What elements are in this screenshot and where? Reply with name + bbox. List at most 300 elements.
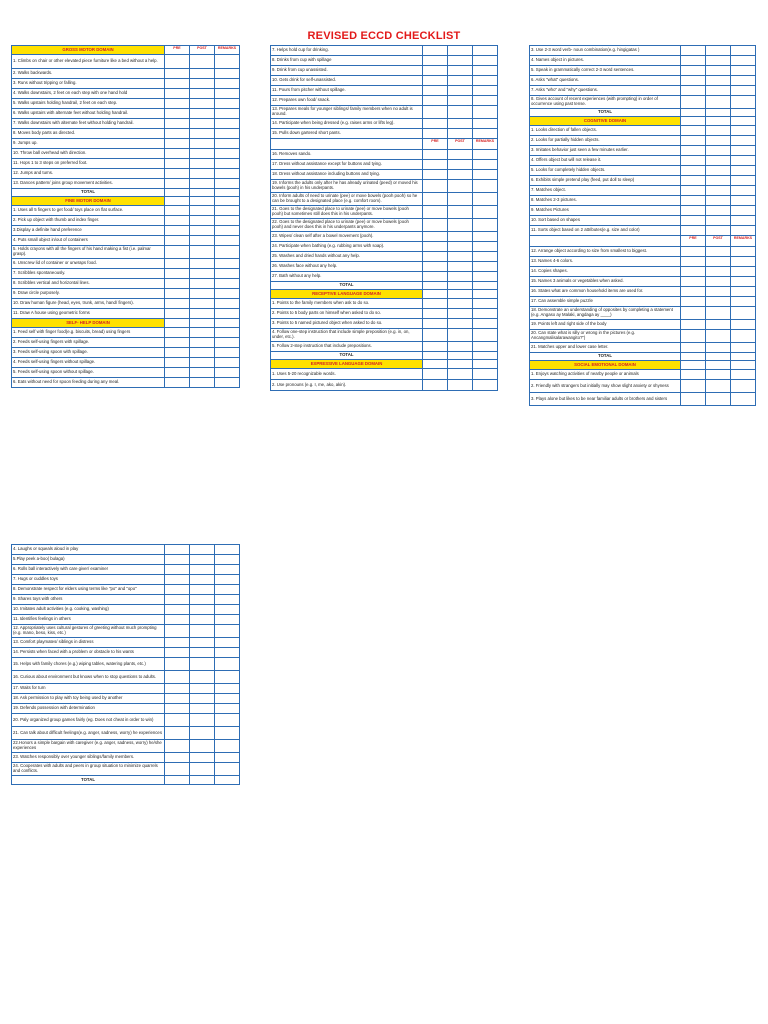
post-cell[interactable] <box>190 585 215 595</box>
pre-cell[interactable] <box>681 166 706 176</box>
remarks-cell[interactable] <box>473 272 498 282</box>
pre-cell[interactable] <box>681 56 706 66</box>
post-cell[interactable] <box>190 179 215 189</box>
post-cell[interactable] <box>448 129 473 139</box>
pre-cell[interactable] <box>165 615 190 625</box>
remarks-cell[interactable] <box>215 714 240 727</box>
pre-cell[interactable] <box>423 369 448 380</box>
post-cell[interactable] <box>448 106 473 119</box>
remarks-cell[interactable] <box>473 369 498 380</box>
remarks-cell[interactable] <box>215 289 240 299</box>
post-cell[interactable] <box>190 671 215 684</box>
pre-cell[interactable] <box>681 66 706 76</box>
post-cell[interactable] <box>448 380 473 391</box>
post-cell[interactable] <box>448 219 473 232</box>
post-cell[interactable] <box>448 56 473 66</box>
remarks-cell[interactable] <box>215 368 240 378</box>
remarks-cell[interactable] <box>473 206 498 219</box>
remarks-cell[interactable] <box>473 86 498 96</box>
pre-cell[interactable] <box>423 206 448 219</box>
remarks-cell[interactable] <box>731 176 756 186</box>
remarks-cell[interactable] <box>473 329 498 342</box>
post-cell[interactable] <box>190 753 215 763</box>
remarks-cell[interactable] <box>473 193 498 206</box>
remarks-cell[interactable] <box>473 380 498 391</box>
total-cell[interactable] <box>190 776 215 785</box>
post-cell[interactable] <box>190 714 215 727</box>
pre-cell[interactable] <box>423 319 448 329</box>
pre-cell[interactable] <box>423 272 448 282</box>
post-cell[interactable] <box>706 343 731 353</box>
pre-cell[interactable] <box>165 694 190 704</box>
remarks-cell[interactable] <box>731 297 756 307</box>
pre-cell[interactable] <box>165 740 190 753</box>
pre-cell[interactable] <box>165 79 190 89</box>
pre-cell[interactable] <box>165 179 190 189</box>
pre-cell[interactable] <box>681 136 706 146</box>
pre-cell[interactable] <box>165 595 190 605</box>
total-cell[interactable] <box>165 189 190 197</box>
total-cell[interactable] <box>215 776 240 785</box>
total-cell[interactable] <box>473 282 498 290</box>
pre-cell[interactable] <box>423 170 448 180</box>
post-cell[interactable] <box>706 96 731 109</box>
pre-cell[interactable] <box>681 206 706 216</box>
pre-cell[interactable] <box>681 393 706 406</box>
pre-cell[interactable] <box>423 46 448 56</box>
remarks-cell[interactable] <box>731 86 756 96</box>
total-cell[interactable] <box>448 352 473 360</box>
post-cell[interactable] <box>448 160 473 170</box>
remarks-cell[interactable] <box>473 309 498 319</box>
remarks-cell[interactable] <box>215 378 240 388</box>
remarks-cell[interactable] <box>731 277 756 287</box>
remarks-cell[interactable] <box>215 269 240 279</box>
pre-cell[interactable] <box>423 96 448 106</box>
remarks-cell[interactable] <box>731 267 756 277</box>
post-cell[interactable] <box>448 299 473 309</box>
post-cell[interactable] <box>190 555 215 565</box>
remarks-cell[interactable] <box>473 219 498 232</box>
post-cell[interactable] <box>190 139 215 149</box>
pre-cell[interactable] <box>681 216 706 226</box>
remarks-cell[interactable] <box>215 595 240 605</box>
pre-cell[interactable] <box>423 150 448 160</box>
post-cell[interactable] <box>190 226 215 236</box>
pre-cell[interactable] <box>165 69 190 79</box>
pre-cell[interactable] <box>423 252 448 262</box>
remarks-cell[interactable] <box>215 236 240 246</box>
remarks-cell[interactable] <box>215 763 240 776</box>
pre-cell[interactable] <box>165 704 190 714</box>
post-cell[interactable] <box>190 704 215 714</box>
remarks-cell[interactable] <box>731 126 756 136</box>
post-cell[interactable] <box>190 378 215 388</box>
post-cell[interactable] <box>706 146 731 156</box>
remarks-cell[interactable] <box>215 299 240 309</box>
post-cell[interactable] <box>448 86 473 96</box>
pre-cell[interactable] <box>165 99 190 109</box>
post-cell[interactable] <box>706 156 731 166</box>
post-cell[interactable] <box>190 79 215 89</box>
remarks-cell[interactable] <box>473 319 498 329</box>
remarks-cell[interactable] <box>215 129 240 139</box>
post-cell[interactable] <box>190 684 215 694</box>
remarks-cell[interactable] <box>215 658 240 671</box>
total-cell[interactable] <box>215 189 240 197</box>
total-cell[interactable] <box>473 352 498 360</box>
post-cell[interactable] <box>448 329 473 342</box>
remarks-cell[interactable] <box>215 740 240 753</box>
pre-cell[interactable] <box>165 555 190 565</box>
post-cell[interactable] <box>706 176 731 186</box>
total-cell[interactable] <box>731 109 756 117</box>
post-cell[interactable] <box>448 309 473 319</box>
remarks-cell[interactable] <box>215 555 240 565</box>
post-cell[interactable] <box>448 252 473 262</box>
pre-cell[interactable] <box>165 565 190 575</box>
post-cell[interactable] <box>706 287 731 297</box>
remarks-cell[interactable] <box>215 704 240 714</box>
pre-cell[interactable] <box>423 380 448 391</box>
remarks-cell[interactable] <box>731 320 756 330</box>
pre-cell[interactable] <box>423 106 448 119</box>
remarks-cell[interactable] <box>731 66 756 76</box>
remarks-cell[interactable] <box>215 159 240 169</box>
post-cell[interactable] <box>448 342 473 352</box>
pre-cell[interactable] <box>423 180 448 193</box>
remarks-cell[interactable] <box>215 259 240 269</box>
remarks-cell[interactable] <box>731 343 756 353</box>
pre-cell[interactable] <box>423 299 448 309</box>
pre-cell[interactable] <box>423 342 448 352</box>
pre-cell[interactable] <box>165 246 190 259</box>
pre-cell[interactable] <box>681 307 706 320</box>
post-cell[interactable] <box>190 309 215 319</box>
pre-cell[interactable] <box>681 146 706 156</box>
remarks-cell[interactable] <box>215 638 240 648</box>
remarks-cell[interactable] <box>473 170 498 180</box>
pre-cell[interactable] <box>165 625 190 638</box>
remarks-cell[interactable] <box>473 106 498 119</box>
remarks-cell[interactable] <box>473 76 498 86</box>
pre-cell[interactable] <box>423 232 448 242</box>
post-cell[interactable] <box>448 150 473 160</box>
remarks-cell[interactable] <box>473 150 498 160</box>
post-cell[interactable] <box>190 69 215 79</box>
remarks-cell[interactable] <box>731 370 756 380</box>
pre-cell[interactable] <box>165 259 190 269</box>
remarks-cell[interactable] <box>215 309 240 319</box>
pre-cell[interactable] <box>681 277 706 287</box>
post-cell[interactable] <box>190 55 215 69</box>
remarks-cell[interactable] <box>731 46 756 56</box>
remarks-cell[interactable] <box>731 226 756 236</box>
pre-cell[interactable] <box>681 287 706 297</box>
post-cell[interactable] <box>190 575 215 585</box>
remarks-cell[interactable] <box>473 46 498 56</box>
pre-cell[interactable] <box>681 196 706 206</box>
remarks-cell[interactable] <box>731 156 756 166</box>
post-cell[interactable] <box>448 96 473 106</box>
post-cell[interactable] <box>190 149 215 159</box>
remarks-cell[interactable] <box>215 684 240 694</box>
pre-cell[interactable] <box>423 119 448 129</box>
post-cell[interactable] <box>190 159 215 169</box>
post-cell[interactable] <box>706 267 731 277</box>
pre-cell[interactable] <box>165 378 190 388</box>
pre-cell[interactable] <box>165 358 190 368</box>
remarks-cell[interactable] <box>731 166 756 176</box>
post-cell[interactable] <box>190 358 215 368</box>
post-cell[interactable] <box>190 565 215 575</box>
total-cell[interactable] <box>423 352 448 360</box>
post-cell[interactable] <box>190 299 215 309</box>
pre-cell[interactable] <box>681 320 706 330</box>
post-cell[interactable] <box>448 119 473 129</box>
remarks-cell[interactable] <box>215 348 240 358</box>
pre-cell[interactable] <box>165 139 190 149</box>
post-cell[interactable] <box>706 56 731 66</box>
remarks-cell[interactable] <box>473 160 498 170</box>
remarks-cell[interactable] <box>215 206 240 216</box>
remarks-cell[interactable] <box>215 55 240 69</box>
post-cell[interactable] <box>190 206 215 216</box>
remarks-cell[interactable] <box>731 216 756 226</box>
post-cell[interactable] <box>190 694 215 704</box>
post-cell[interactable] <box>190 236 215 246</box>
pre-cell[interactable] <box>681 126 706 136</box>
pre-cell[interactable] <box>165 575 190 585</box>
total-cell[interactable] <box>448 282 473 290</box>
remarks-cell[interactable] <box>473 252 498 262</box>
pre-cell[interactable] <box>423 329 448 342</box>
post-cell[interactable] <box>448 206 473 219</box>
post-cell[interactable] <box>706 166 731 176</box>
remarks-cell[interactable] <box>215 226 240 236</box>
remarks-cell[interactable] <box>731 196 756 206</box>
pre-cell[interactable] <box>681 46 706 56</box>
remarks-cell[interactable] <box>215 625 240 638</box>
remarks-cell[interactable] <box>473 96 498 106</box>
pre-cell[interactable] <box>165 348 190 358</box>
pre-cell[interactable] <box>681 176 706 186</box>
pre-cell[interactable] <box>681 86 706 96</box>
pre-cell[interactable] <box>165 299 190 309</box>
remarks-cell[interactable] <box>215 328 240 338</box>
post-cell[interactable] <box>706 76 731 86</box>
remarks-cell[interactable] <box>731 56 756 66</box>
post-cell[interactable] <box>190 763 215 776</box>
pre-cell[interactable] <box>681 380 706 393</box>
post-cell[interactable] <box>448 66 473 76</box>
post-cell[interactable] <box>190 545 215 555</box>
remarks-cell[interactable] <box>215 605 240 615</box>
total-cell[interactable] <box>706 353 731 361</box>
post-cell[interactable] <box>190 289 215 299</box>
remarks-cell[interactable] <box>731 247 756 257</box>
post-cell[interactable] <box>448 46 473 56</box>
remarks-cell[interactable] <box>215 753 240 763</box>
post-cell[interactable] <box>190 169 215 179</box>
post-cell[interactable] <box>190 615 215 625</box>
post-cell[interactable] <box>190 740 215 753</box>
remarks-cell[interactable] <box>473 180 498 193</box>
post-cell[interactable] <box>190 648 215 658</box>
pre-cell[interactable] <box>681 330 706 343</box>
remarks-cell[interactable] <box>473 232 498 242</box>
remarks-cell[interactable] <box>215 338 240 348</box>
post-cell[interactable] <box>190 269 215 279</box>
remarks-cell[interactable] <box>215 615 240 625</box>
remarks-cell[interactable] <box>215 149 240 159</box>
pre-cell[interactable] <box>165 216 190 226</box>
remarks-cell[interactable] <box>215 565 240 575</box>
pre-cell[interactable] <box>165 763 190 776</box>
post-cell[interactable] <box>706 257 731 267</box>
post-cell[interactable] <box>706 86 731 96</box>
remarks-cell[interactable] <box>215 79 240 89</box>
remarks-cell[interactable] <box>731 257 756 267</box>
remarks-cell[interactable] <box>215 139 240 149</box>
pre-cell[interactable] <box>423 309 448 319</box>
post-cell[interactable] <box>448 262 473 272</box>
pre-cell[interactable] <box>165 671 190 684</box>
pre-cell[interactable] <box>165 119 190 129</box>
post-cell[interactable] <box>190 368 215 378</box>
remarks-cell[interactable] <box>731 380 756 393</box>
post-cell[interactable] <box>190 658 215 671</box>
pre-cell[interactable] <box>165 159 190 169</box>
post-cell[interactable] <box>706 370 731 380</box>
pre-cell[interactable] <box>423 86 448 96</box>
post-cell[interactable] <box>190 259 215 269</box>
remarks-cell[interactable] <box>731 206 756 216</box>
pre-cell[interactable] <box>423 56 448 66</box>
post-cell[interactable] <box>706 226 731 236</box>
remarks-cell[interactable] <box>215 694 240 704</box>
pre-cell[interactable] <box>165 169 190 179</box>
remarks-cell[interactable] <box>473 262 498 272</box>
pre-cell[interactable] <box>165 753 190 763</box>
pre-cell[interactable] <box>423 193 448 206</box>
remarks-cell[interactable] <box>215 179 240 189</box>
pre-cell[interactable] <box>165 109 190 119</box>
post-cell[interactable] <box>448 369 473 380</box>
pre-cell[interactable] <box>423 76 448 86</box>
post-cell[interactable] <box>190 338 215 348</box>
pre-cell[interactable] <box>165 727 190 740</box>
remarks-cell[interactable] <box>215 671 240 684</box>
pre-cell[interactable] <box>165 658 190 671</box>
remarks-cell[interactable] <box>731 330 756 343</box>
remarks-cell[interactable] <box>215 575 240 585</box>
pre-cell[interactable] <box>165 328 190 338</box>
pre-cell[interactable] <box>165 714 190 727</box>
total-cell[interactable] <box>423 282 448 290</box>
remarks-cell[interactable] <box>731 393 756 406</box>
post-cell[interactable] <box>706 46 731 56</box>
remarks-cell[interactable] <box>473 342 498 352</box>
total-cell[interactable] <box>706 109 731 117</box>
post-cell[interactable] <box>448 319 473 329</box>
pre-cell[interactable] <box>165 279 190 289</box>
pre-cell[interactable] <box>165 368 190 378</box>
post-cell[interactable] <box>448 272 473 282</box>
remarks-cell[interactable] <box>473 119 498 129</box>
pre-cell[interactable] <box>165 338 190 348</box>
post-cell[interactable] <box>190 89 215 99</box>
post-cell[interactable] <box>190 99 215 109</box>
remarks-cell[interactable] <box>473 66 498 76</box>
post-cell[interactable] <box>706 126 731 136</box>
pre-cell[interactable] <box>165 269 190 279</box>
remarks-cell[interactable] <box>473 242 498 252</box>
remarks-cell[interactable] <box>215 216 240 226</box>
post-cell[interactable] <box>190 328 215 338</box>
pre-cell[interactable] <box>165 149 190 159</box>
pre-cell[interactable] <box>423 160 448 170</box>
post-cell[interactable] <box>706 247 731 257</box>
remarks-cell[interactable] <box>215 727 240 740</box>
post-cell[interactable] <box>190 727 215 740</box>
pre-cell[interactable] <box>165 684 190 694</box>
pre-cell[interactable] <box>423 262 448 272</box>
pre-cell[interactable] <box>681 226 706 236</box>
remarks-cell[interactable] <box>215 119 240 129</box>
post-cell[interactable] <box>706 307 731 320</box>
remarks-cell[interactable] <box>215 246 240 259</box>
total-cell[interactable] <box>731 353 756 361</box>
remarks-cell[interactable] <box>731 76 756 86</box>
remarks-cell[interactable] <box>215 69 240 79</box>
post-cell[interactable] <box>190 129 215 139</box>
pre-cell[interactable] <box>681 257 706 267</box>
pre-cell[interactable] <box>165 648 190 658</box>
post-cell[interactable] <box>190 625 215 638</box>
remarks-cell[interactable] <box>215 109 240 119</box>
post-cell[interactable] <box>190 109 215 119</box>
remarks-cell[interactable] <box>473 129 498 139</box>
post-cell[interactable] <box>706 393 731 406</box>
total-cell[interactable] <box>165 776 190 785</box>
pre-cell[interactable] <box>423 242 448 252</box>
pre-cell[interactable] <box>681 186 706 196</box>
pre-cell[interactable] <box>681 76 706 86</box>
pre-cell[interactable] <box>165 206 190 216</box>
pre-cell[interactable] <box>165 309 190 319</box>
post-cell[interactable] <box>706 380 731 393</box>
post-cell[interactable] <box>706 330 731 343</box>
post-cell[interactable] <box>448 242 473 252</box>
post-cell[interactable] <box>706 297 731 307</box>
post-cell[interactable] <box>706 206 731 216</box>
post-cell[interactable] <box>448 232 473 242</box>
remarks-cell[interactable] <box>731 146 756 156</box>
pre-cell[interactable] <box>681 370 706 380</box>
pre-cell[interactable] <box>681 156 706 166</box>
post-cell[interactable] <box>706 320 731 330</box>
remarks-cell[interactable] <box>731 287 756 297</box>
remarks-cell[interactable] <box>731 96 756 109</box>
pre-cell[interactable] <box>165 605 190 615</box>
remarks-cell[interactable] <box>473 56 498 66</box>
remarks-cell[interactable] <box>215 169 240 179</box>
pre-cell[interactable] <box>165 226 190 236</box>
pre-cell[interactable] <box>423 66 448 76</box>
remarks-cell[interactable] <box>731 186 756 196</box>
post-cell[interactable] <box>448 193 473 206</box>
